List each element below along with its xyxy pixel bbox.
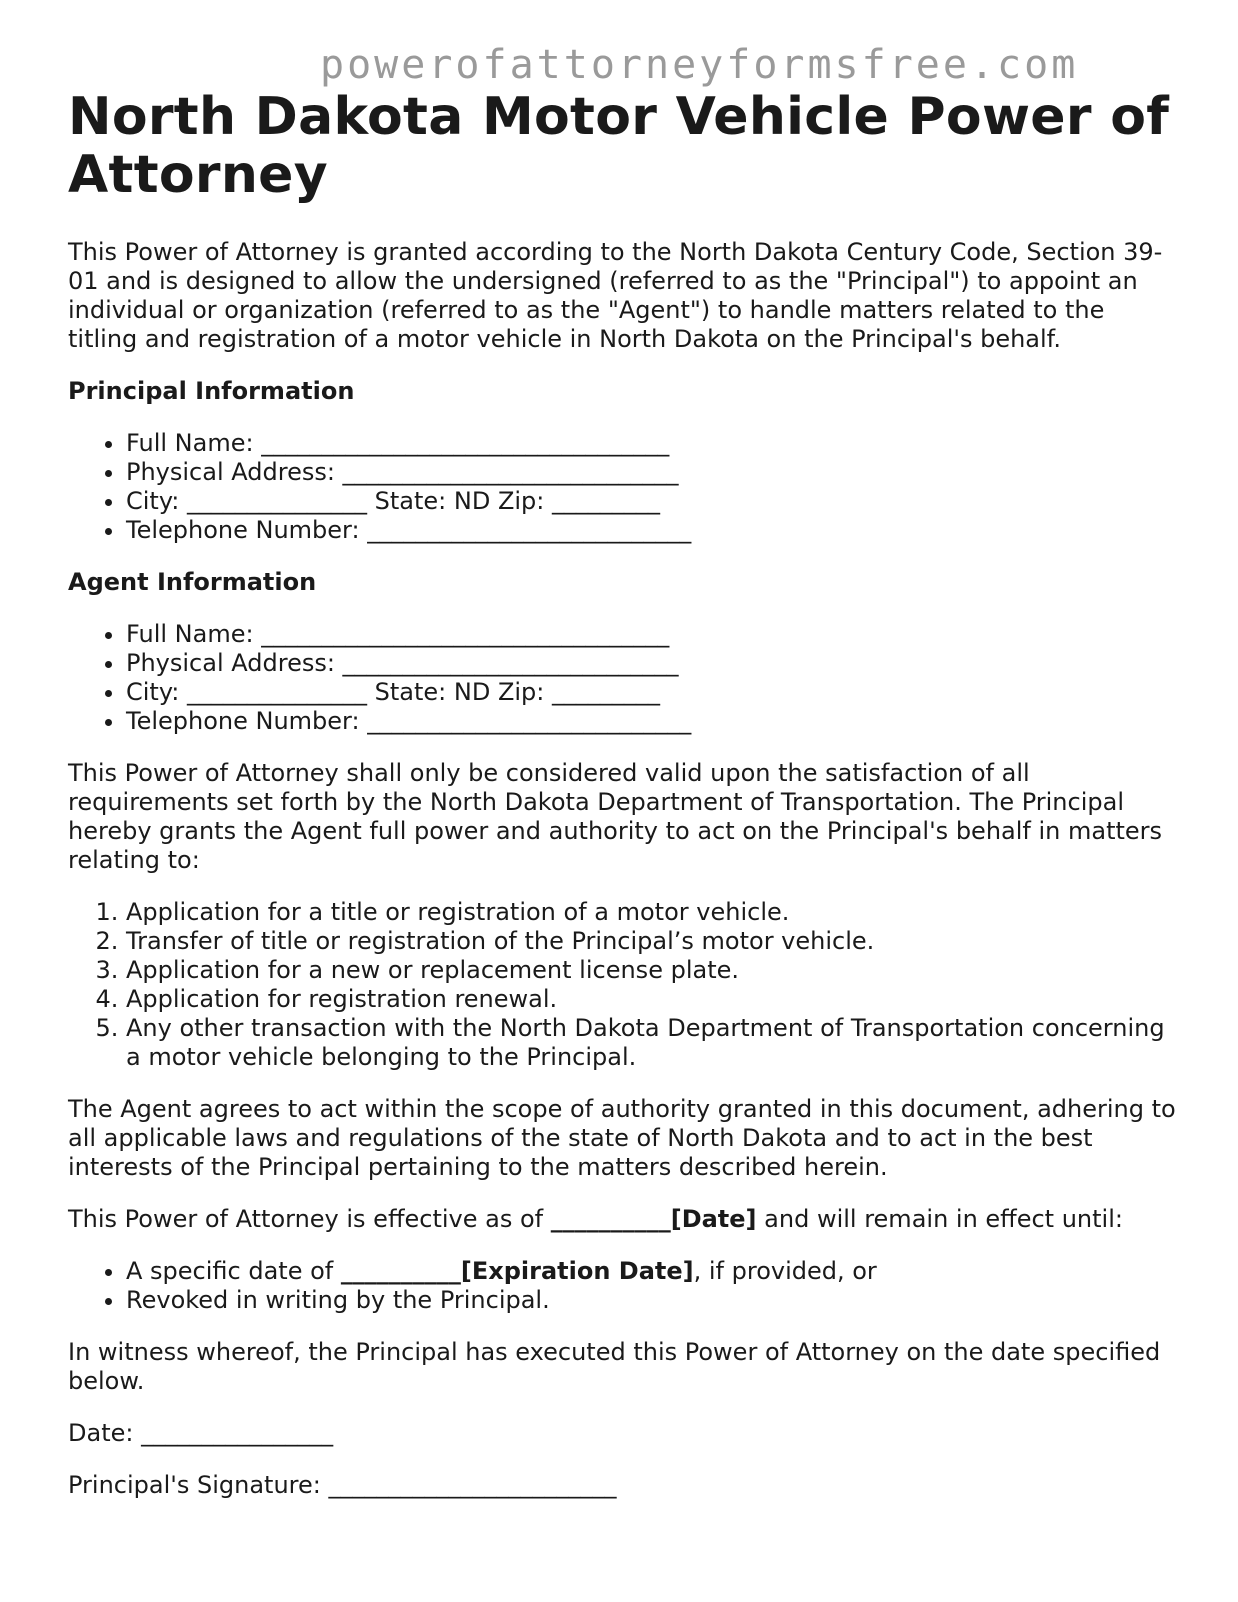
effective-prefix: This Power of Attorney is effective as of: [68, 1205, 551, 1233]
effective-date-blank: __________: [550, 1205, 671, 1233]
revoked-item: • Revoked in writing by the Principal.: [126, 1286, 1178, 1315]
agent-full-name-field: • Full Name: __________________________________: [126, 620, 1178, 649]
effective-paragraph: [68, 1205, 1178, 1234]
effective-date-label: [Date]: [670, 1205, 757, 1233]
expiration-blank: __________: [340, 1257, 461, 1285]
principal-telephone-field: • Telephone Number: ___________________________: [126, 516, 1178, 545]
expiration-label: [Expiration Date]: [460, 1257, 694, 1285]
page-title: North Dakota Motor Vehicle Power of Attorney: [68, 87, 1170, 205]
principal-heading: Principal Information: [68, 377, 355, 405]
date-line: Date: ________________: [68, 1419, 334, 1447]
document: [68, 88, 1178, 1523]
power-item: 3. Application for a new or replacement license plate.: [126, 956, 1178, 985]
agent-heading: Agent Information: [68, 568, 317, 596]
agent-telephone-field: • Telephone Number: ___________________________: [126, 707, 1178, 736]
agent-address-field: • Physical Address: ____________________________: [126, 649, 1178, 678]
expiration-prefix: A specific date of: [126, 1257, 341, 1285]
expiration-item: [126, 1257, 1178, 1286]
watermark: powerofattorneyformsfree.com: [320, 42, 1079, 88]
power-item: 4. Application for registration renewal.: [126, 985, 1178, 1014]
intro-paragraph: This Power of Attorney is granted according to the North Dakota Century Code, Section 39-01 and is designed to allow the undersigned (referred to as the "Principal") to appoint an individual or organization (referred to as the "Agent") to handle matters related to the titling and registration of a motor vehicle in North Dakota on the Principal's behalf.: [68, 238, 1163, 353]
expiration-suffix: , if provided, or: [693, 1257, 877, 1285]
power-item: 1. Application for a title or registration of a motor vehicle.: [126, 898, 1178, 927]
witness-paragraph: In witness whereof, the Principal has executed this Power of Attorney on the date specified below.: [68, 1338, 1161, 1395]
duration-list: [68, 1257, 1178, 1315]
principal-fields: [68, 429, 1178, 545]
agent-city-state-zip-field: • City: _______________ State: ND Zip: _________: [126, 678, 1178, 707]
signature-line: Principal's Signature: ________________________: [68, 1471, 617, 1499]
agent-fields: [68, 620, 1178, 736]
principal-address-field: • Physical Address: ____________________________: [126, 458, 1178, 487]
agreement-paragraph: The Agent agrees to act within the scope of authority granted in this document, adhering to all applicable laws and regulations of the state of North Dakota and to act in the best interests of the Principal pertaining to the matters described herein.: [68, 1095, 1176, 1181]
validity-paragraph: This Power of Attorney shall only be considered valid upon the satisfaction of all requirements set forth by the North Dakota Department of Transportation. The Principal hereby grants the Agent full power and authority to act on the Principal's behalf in matters relating to:: [68, 759, 1163, 874]
principal-city-state-zip-field: • City: _______________ State: ND Zip: _________: [126, 487, 1178, 516]
power-item: 2. Transfer of title or registration of the Principal’s motor vehicle.: [126, 927, 1178, 956]
powers-list: [68, 898, 1178, 1072]
power-item: 5. Any other transaction with the North Dakota Department of Transportation concerning a motor vehicle belonging to the Principal.: [126, 1014, 1178, 1072]
principal-full-name-field: • Full Name: __________________________________: [126, 429, 1178, 458]
effective-suffix: and will remain in effect until:: [756, 1205, 1123, 1233]
